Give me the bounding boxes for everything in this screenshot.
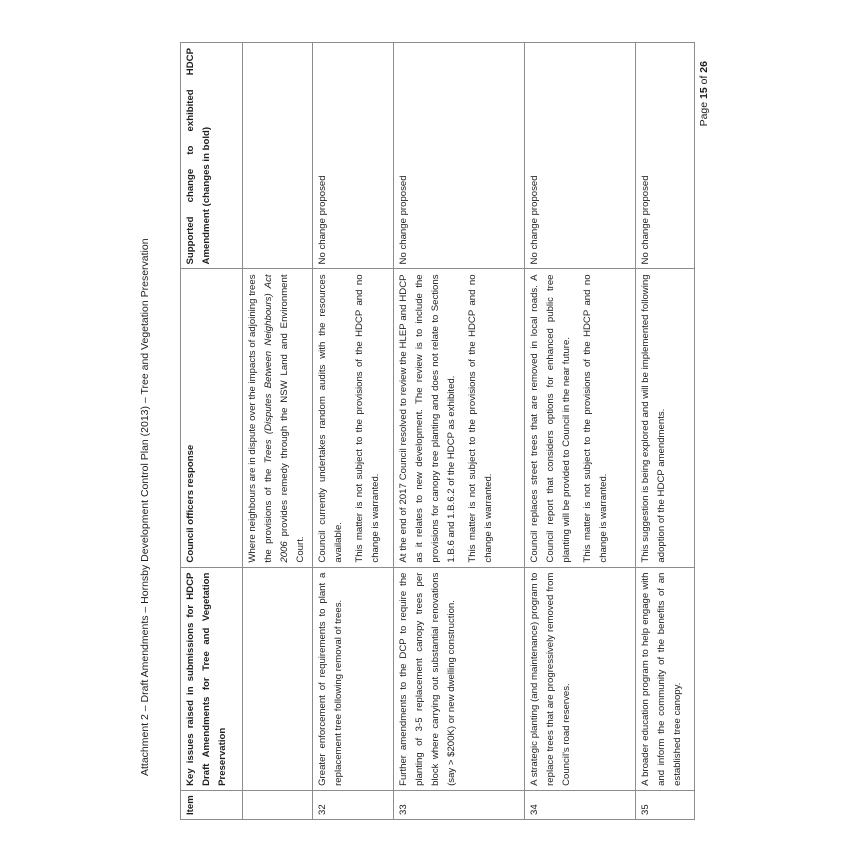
submissions-table (180, 42, 695, 820)
total-pages: 26 (698, 61, 710, 73)
response-paragraph: At the end of 2017 Council resolved to review the HLEP and HDCP as it relates to new development. The review is to include the provisions for canopy tree planting and does not relate to Sections 1.B.6 and 1.B.6.2 of the HDCP as exhibited. (398, 274, 457, 563)
supported-cell: No change proposed (394, 43, 525, 269)
col-header-item: Item (181, 790, 243, 819)
response-paragraph: This matter is not subject to the provisions of the HDCP and no change is warranted. (582, 274, 609, 563)
item-number: 35 (636, 790, 695, 819)
response-cell (313, 269, 394, 567)
supported-cell: No change proposed (313, 43, 394, 269)
response-paragraph: This suggestion is being explored and will be implemented following adoption of the HDCP amendments. (640, 274, 667, 563)
col-header-issue: Key issues raised in submissions for HDCP Draft Amendments for Tree and Vegetation Preservation (181, 567, 243, 790)
act-title: Trees (Disputes Between Neighbours) Act 2006 (263, 274, 290, 563)
issue-cell: A strategic planting (and maintenance) program to replace trees that are progressively removed from Council's road reserves. (525, 567, 636, 790)
col-header-supported: Supported change to exhibited HDCP Amendment (changes in bold) (181, 43, 243, 269)
issue-cell (243, 567, 313, 790)
response-cell (636, 269, 695, 567)
table-row (525, 43, 636, 820)
issue-cell: Further amendments to the DCP to require the planting of 3-5 replacement canopy trees per block where carrying out substantial renovations (say > $200K) or new dwelling construction. (394, 567, 525, 790)
response-paragraph: This matter is not subject to the provisions of the HDCP and no change is warranted. (354, 274, 381, 563)
response-paragraph: Where neighbours are in dispute over the impacts of adjoining trees the provisions of the Trees (Disputes Between Neighbours) Act 2006 provides remedy through the NSW Land and Environment Court. (247, 274, 306, 563)
table-row-continuation (243, 43, 313, 820)
response-paragraph: Council replaces street trees that are removed in local roads. A Council report that considers options for enhanced public tree planting will be provided to Council in the near future. (529, 274, 572, 563)
response-paragraph: This matter is not subject to the provisions of the HDCP and no change is warranted. (467, 274, 494, 563)
response-cell (243, 269, 313, 567)
item-number: 34 (525, 790, 636, 819)
document-header: Attachment 2 – Draft Amendments – Hornsby Development Control Plan (2013) – Tree and Vegetation Preservation (139, 238, 151, 776)
supported-cell: No change proposed (525, 43, 636, 269)
response-cell (394, 269, 525, 567)
item-cell (243, 790, 313, 819)
item-number: 32 (313, 790, 394, 819)
supported-cell: No change proposed (636, 43, 695, 269)
table-header-row (181, 43, 243, 820)
table-row (313, 43, 394, 820)
issue-cell: Greater enforcement of requirements to plant a replacement tree following removal of trees. (313, 567, 394, 790)
issue-cell: A broader education program to help engage with and inform the community of the benefits of an established tree canopy. (636, 567, 695, 790)
col-header-response: Council officers response (181, 269, 243, 567)
response-cell (525, 269, 636, 567)
table-row (394, 43, 525, 820)
response-paragraph: Council currently undertakes random audits with the resources available. (317, 274, 344, 563)
item-number: 33 (394, 790, 525, 819)
page-number: Page 15 of 26 (698, 61, 710, 127)
table-row (636, 43, 695, 820)
current-page: 15 (698, 87, 710, 99)
supported-cell (243, 43, 313, 269)
